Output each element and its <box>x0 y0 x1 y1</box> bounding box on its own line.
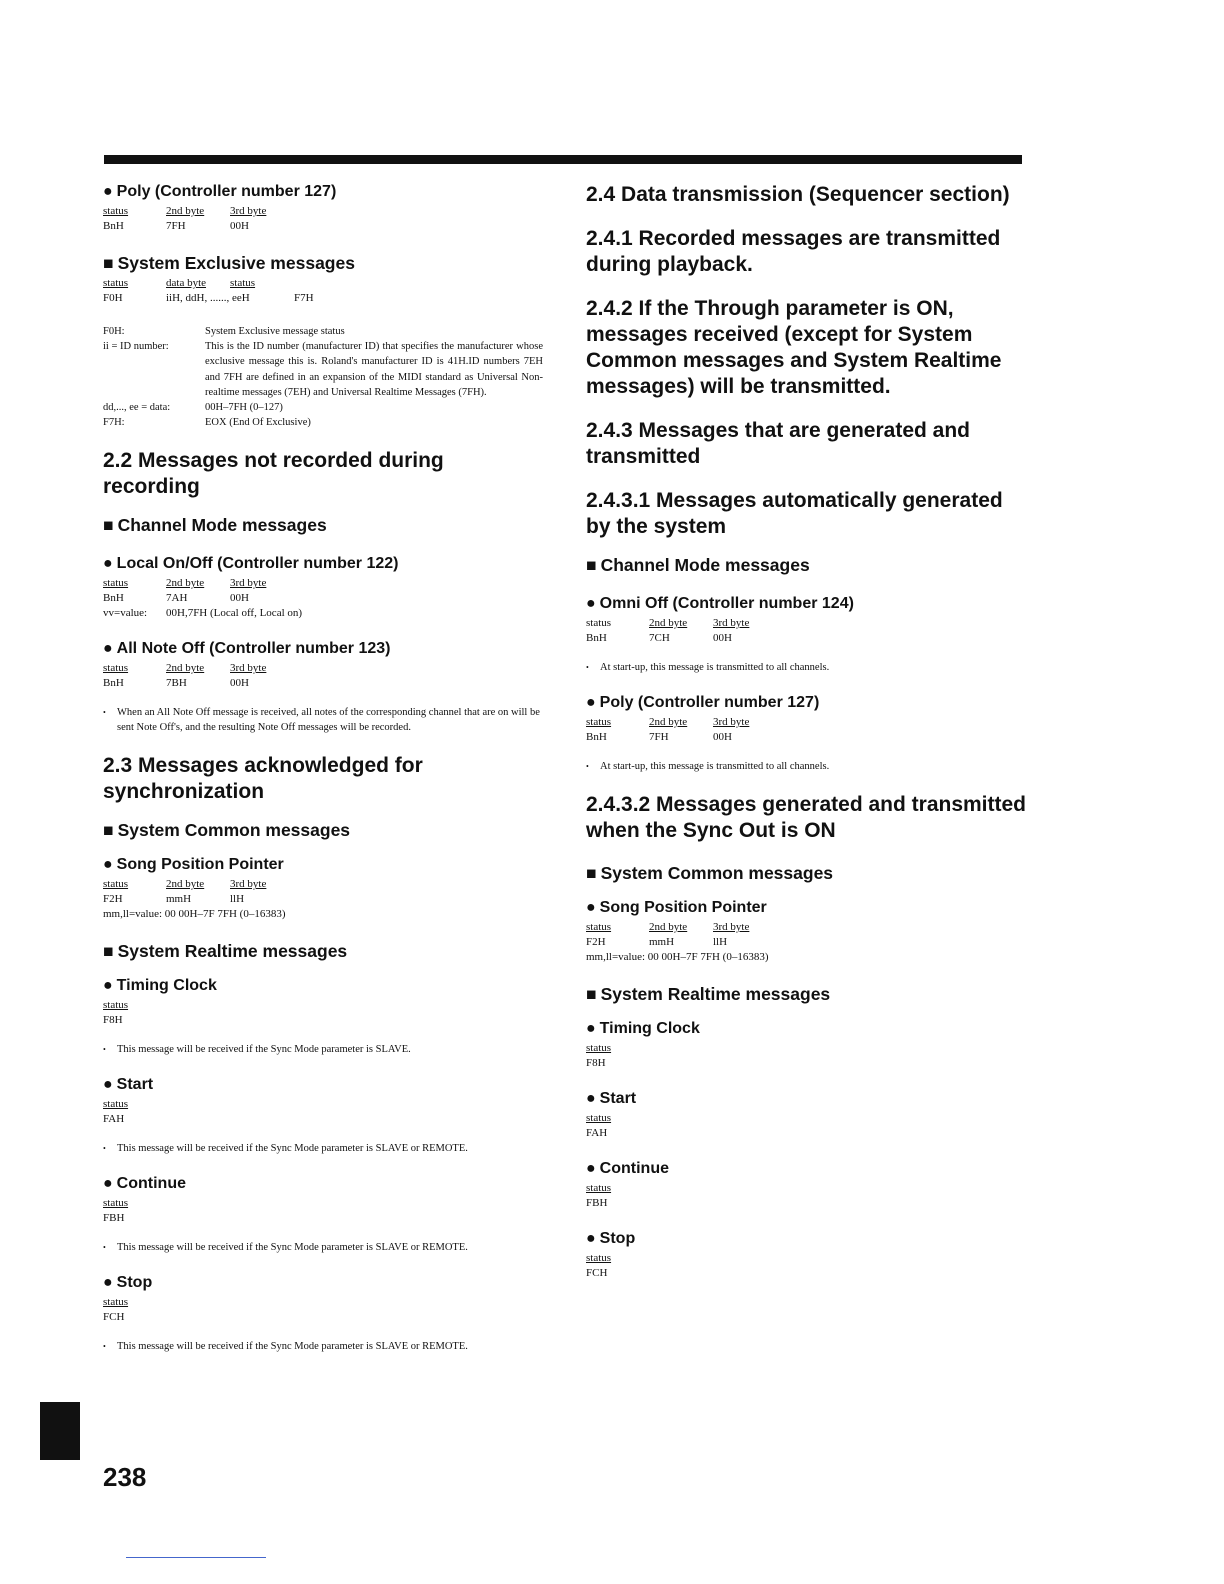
bullet-icon: ● <box>103 1274 113 1292</box>
bullet-icon: ● <box>586 1160 596 1177</box>
section-2-3-title: 2.3 Messages acknowledged for synchronization <box>103 754 423 804</box>
top-rule <box>104 155 1022 164</box>
thumb-index-tab <box>40 1402 80 1460</box>
continue-right-table: status FBH <box>586 1182 612 1209</box>
left-column <box>103 182 543 1354</box>
square-bullet-icon: ■ <box>586 863 597 883</box>
omni-off-note: • At start-up, this message is transmitted to all channels. <box>586 660 1026 675</box>
bullet-icon: ● <box>586 1230 596 1247</box>
bullet-icon: ● <box>586 1090 596 1107</box>
heading-poly-127: ● Poly (Controller number 127) <box>103 183 337 200</box>
section-2-4-2-title: 2.4.2 If the Through parameter is ON, messages received (except for System Common messages and System Realtime messages) will be transmitted. <box>586 297 1002 398</box>
section-2-4-3-2-title: 2.4.3.2 Messages generated and transmitted when the Sync Out is ON <box>586 793 1027 842</box>
heading-continue: ● Continue <box>103 1175 186 1193</box>
square-bullet-icon: ■ <box>103 515 114 536</box>
stop-right-table: status FCH <box>586 1252 612 1279</box>
bullet-icon: ● <box>586 899 596 916</box>
heading-song-position-pointer: ● Song Position Pointer <box>103 856 284 874</box>
poly-127-table: status 2nd byte 3rd byte BnH 7FH 00H <box>103 205 267 232</box>
start-right-table: status FAH <box>586 1112 612 1139</box>
heading-system-common-right: ■ System Common messages <box>586 863 834 883</box>
square-bullet-icon: ■ <box>586 984 597 1004</box>
continue-table: status FBH <box>103 1197 129 1225</box>
square-bullet-icon: ■ <box>103 253 114 273</box>
all-note-off-note: • When an All Note Off message is received, all notes of the corresponding channel that are on will be sent Note Off's, and the resulting Note Off messages will be recorded. <box>103 705 543 735</box>
bottom-line <box>126 1557 266 1558</box>
square-bullet-icon: ■ <box>103 941 114 962</box>
heading-all-note-off: ● All Note Off (Controller number 123) <box>103 640 391 658</box>
poly-127-right-note: • At start-up, this message is transmitted to all channels. <box>586 759 1026 774</box>
bullet-icon: ● <box>586 595 596 612</box>
section-2-4-title: 2.4 Data transmission (Sequencer section) <box>586 183 1010 206</box>
timing-clock-table: status F8H <box>103 999 129 1027</box>
bullet-icon: ● <box>103 856 113 874</box>
bullet-icon: ● <box>103 1175 113 1193</box>
heading-stop-right: ● Stop <box>586 1230 636 1247</box>
poly-127-right-table: status 2nd byte 3rd byte BnH 7FH 00H <box>586 716 750 743</box>
section-2-4-3-title: 2.4.3 Messages that are generated and transmitted <box>586 419 970 468</box>
bullet-icon: ● <box>586 1020 596 1037</box>
timing-clock-note: • This message will be received if the Sync Mode parameter is SLAVE. <box>103 1042 543 1057</box>
start-note: • This message will be received if the Sync Mode parameter is SLAVE or REMOTE. <box>103 1141 543 1156</box>
heading-local-on-off: ● Local On/Off (Controller number 122) <box>103 555 399 573</box>
bullet-icon: ● <box>586 694 596 711</box>
bullet-icon: ● <box>103 640 113 658</box>
heading-continue-right: ● Continue <box>586 1160 669 1177</box>
timing-clock-right-table: status F8H <box>586 1042 612 1069</box>
heading-system-exclusive: ■ System Exclusive messages <box>103 253 355 273</box>
bullet-icon: ● <box>103 977 113 995</box>
heading-system-common: ■ System Common messages <box>103 820 351 841</box>
bullet-icon: ● <box>103 183 113 200</box>
stop-note: • This message will be received if the Sync Mode parameter is SLAVE or REMOTE. <box>103 1339 543 1354</box>
heading-start-right: ● Start <box>586 1090 637 1107</box>
spp-right-table: status 2nd byte 3rd byte F2H mmH llH mm,ll=value: 00 00H–7F 7FH (0–16383) <box>586 921 769 963</box>
heading-poly-127-right: ● Poly (Controller number 127) <box>586 694 820 711</box>
sysex-definitions: F0H: System Exclusive message status ii = ID number: This is the ID number (manufacturer ID) that specifies the manufacturer whose exclusive message this is. Roland's manufacturer ID is 41H.ID numbers 7EH and 7FH are defined in an expansion of the MIDI standard as Universal Non-realtime messages (7EH) and Universal Realtime Messages (7FH). dd,..., ee = data: 00H–7FH (0–127) F7H: EOX (End Of Exclusive) <box>103 326 543 429</box>
heading-timing-clock-right: ● Timing Clock <box>586 1020 700 1037</box>
heading-start: ● Start <box>103 1076 154 1094</box>
all-note-off-table: status 2nd byte 3rd byte BnH 7BH 00H <box>103 662 267 690</box>
square-bullet-icon: ■ <box>103 820 114 841</box>
sysex-table: status data byte status F0H iiH, ddH, ......, eeH F7H <box>103 277 314 304</box>
heading-timing-clock: ● Timing Clock <box>103 977 217 995</box>
heading-system-realtime: ■ System Realtime messages <box>103 941 348 962</box>
heading-song-position-pointer-right: ● Song Position Pointer <box>586 899 767 916</box>
local-table: status 2nd byte 3rd byte BnH 7AH 00H vv=value: 00H,7FH (Local off, Local on) <box>103 577 303 620</box>
bullet-icon: ● <box>103 555 113 573</box>
section-2-4-1-title: 2.4.1 Recorded messages are transmitted during playback. <box>586 227 1001 276</box>
bullet-icon: ● <box>103 1076 113 1094</box>
stop-table: status FCH <box>103 1296 129 1324</box>
heading-stop: ● Stop <box>103 1274 153 1292</box>
section-2-2-title: 2.2 Messages not recorded during recording <box>103 449 444 499</box>
continue-note: • This message will be received if the Sync Mode parameter is SLAVE or REMOTE. <box>103 1240 543 1255</box>
square-bullet-icon: ■ <box>586 555 597 575</box>
page-number: 238 <box>103 1462 147 1492</box>
section-2-4-3-1-title: 2.4.3.1 Messages automatically generated by the system <box>586 489 1003 538</box>
spp-table: status 2nd byte 3rd byte F2H mmH llH mm,ll=value: 00 00H–7F 7FH (0–16383) <box>103 878 286 921</box>
omni-off-table: status 2nd byte 3rd byte BnH 7CH 00H <box>586 617 750 644</box>
right-column <box>586 182 1026 1281</box>
start-table: status FAH <box>103 1098 129 1126</box>
heading-omni-off: ● Omni Off (Controller number 124) <box>586 595 854 612</box>
heading-system-realtime-right: ■ System Realtime messages <box>586 984 831 1004</box>
heading-channel-mode-right: ■ Channel Mode messages <box>586 555 810 575</box>
heading-channel-mode: ■ Channel Mode messages <box>103 515 327 536</box>
